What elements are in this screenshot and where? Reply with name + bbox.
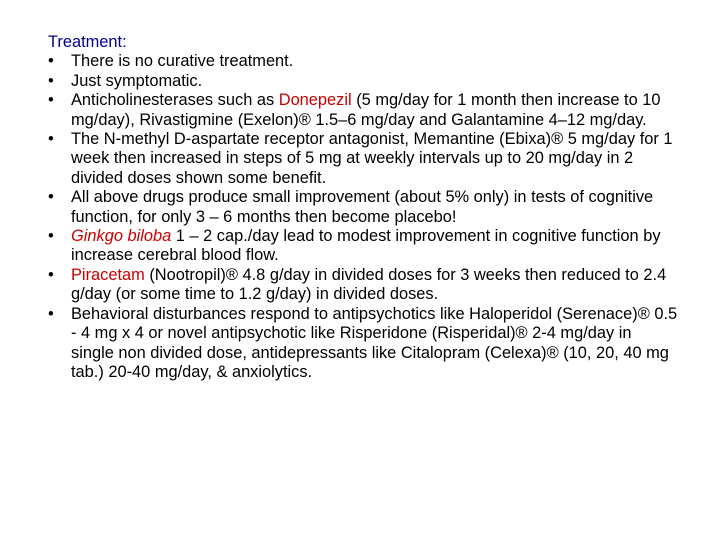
list-item-no-cure xyxy=(48,52,678,71)
bullet-icon: • xyxy=(48,52,54,71)
item-text-post: (5 mg/day for 1 month then increase to 10 mg/day), Rivastigmine (Exelon)® 1.5–6 mg/day and Galantamine 4–12 mg/day. xyxy=(71,91,661,129)
bullet-icon: • xyxy=(48,130,54,149)
bullet-icon: • xyxy=(48,188,54,207)
bullet-icon: • xyxy=(48,71,54,90)
item-text: All above drugs produce small improvement (about 5% only) in tests of cognitive function, for only 3 – 6 months then become placebo! xyxy=(71,188,654,226)
list-item-symptomatic xyxy=(48,72,678,91)
drug-name-ginkgo: Ginkgo xyxy=(71,227,123,246)
item-text: Behavioral disturbances respond to antipsychotics like Haloperidol (Serenace)® 0.5 - 4 mg x 4 or novel antipsychotic like Risperidone (Risperidal)® 2-4 mg/day in single non divided dose, antidepressants like Citalopram (Celexa)® (10, 20, 40 mg tab.) 20-40 mg/day, & anxiolytics. xyxy=(71,304,678,381)
list-item-anticholinesterases xyxy=(48,91,678,130)
list-item-ginkgo xyxy=(48,227,678,266)
treatment-heading: Treatment: xyxy=(48,33,127,51)
slide-content xyxy=(48,33,678,382)
treatment-list xyxy=(48,52,678,382)
list-item-behavioral xyxy=(48,305,678,383)
item-text-pre: Anticholinesterases such as xyxy=(71,91,279,110)
bullet-icon: • xyxy=(48,227,54,246)
drug-name-donepezil: Donepezil xyxy=(278,91,352,110)
bullet-icon: • xyxy=(48,265,54,284)
item-text: The N-methyl D-aspartate receptor antagonist, Memantine (Ebixa)® 5 mg/day for 1 week then increased in steps of 5 mg at weekly intervals up to 20 mg/day in 2 divided doses shown some benefit. xyxy=(71,130,673,187)
item-text: Just symptomatic. xyxy=(71,71,203,90)
bullet-icon: • xyxy=(48,304,54,323)
drug-name-biloba: biloba xyxy=(127,227,172,246)
item-text-post: 1 – 2 cap./day lead to modest improvement in cognitive function by increase cerebral blood flow. xyxy=(71,227,661,265)
item-text: There is no curative treatment. xyxy=(71,52,294,71)
list-item-memantine xyxy=(48,130,678,188)
bullet-icon: • xyxy=(48,91,54,110)
list-item-piracetam xyxy=(48,266,678,305)
drug-name-piracetam: Piracetam xyxy=(71,265,145,284)
list-item-improvement-note xyxy=(48,188,678,227)
item-text-post: (Nootropil)® 4.8 g/day in divided doses for 3 weeks then reduced to 2.4 g/day (or some time to 1.2 g/day) in divided doses. xyxy=(71,265,667,304)
